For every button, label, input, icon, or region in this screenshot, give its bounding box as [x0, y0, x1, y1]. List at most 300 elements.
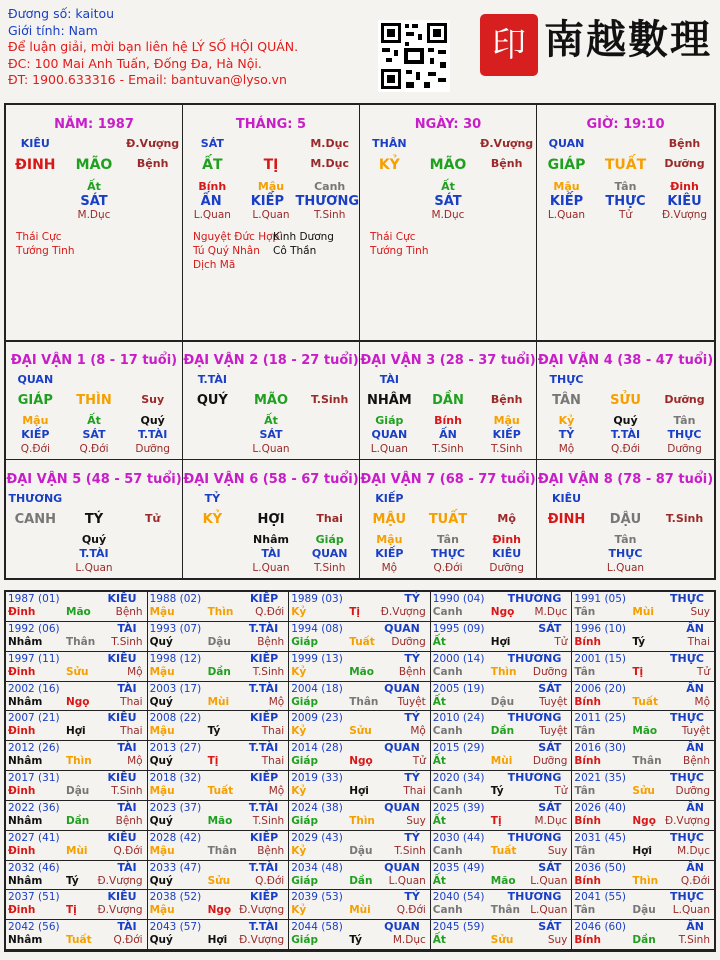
spacer [300, 428, 359, 441]
year-star: SÁT [538, 920, 562, 934]
year-label: 2033 (47) [149, 861, 202, 874]
year-cell [6, 622, 148, 652]
dv-hidden-stem-row [6, 414, 182, 427]
year-state: Tử [554, 635, 568, 648]
year-state: Thai [403, 785, 426, 797]
year-star: THƯƠNG [507, 771, 562, 784]
dai-van-cell [6, 341, 183, 460]
year-cell [6, 831, 148, 861]
year-can: Canh [432, 844, 463, 857]
dv-hidden-star: QUAN [311, 546, 348, 560]
year-chi: Sửu [66, 665, 89, 678]
year-cell [148, 622, 290, 652]
year-can: Giáp [291, 695, 319, 708]
year-cell [6, 652, 148, 682]
year-can: Mậu [149, 606, 175, 618]
year-label: 2040 (54) [432, 891, 485, 904]
year-chi: Mão [632, 725, 658, 738]
year-state: L.Quan [530, 874, 568, 887]
dv-hidden-state-row [360, 443, 536, 455]
year-star: ẤN [686, 860, 704, 874]
year-label: 1999 (13) [291, 652, 343, 665]
year-cell [572, 831, 714, 861]
year-label: 2036 (50) [574, 861, 627, 874]
year-star: ẤN [686, 621, 704, 635]
year-can: Bính [574, 934, 601, 947]
dv-hidden-star: TỶ [558, 428, 575, 441]
dv-hidden-state: Dưỡng [489, 561, 524, 574]
year-can: Canh [432, 725, 463, 738]
year-star: ẤN [686, 800, 704, 814]
year-label: 1998 (12) [149, 652, 202, 665]
year-chi: Tuất [66, 934, 92, 947]
year-state: Mộ [410, 725, 426, 738]
dv-chi-state: Mộ [497, 511, 516, 525]
year-state: L.Quan [530, 904, 568, 917]
year-star: QUAN [384, 681, 420, 695]
year-state: Thai [261, 725, 285, 738]
year-chi: Mão [349, 665, 374, 678]
pillar-notes [370, 230, 428, 258]
year-label: 2027 (41) [8, 831, 60, 844]
dv-hidden-stem: Mậu [22, 414, 49, 427]
pillar-notes [16, 230, 74, 258]
year-state: M.Dục [392, 934, 426, 947]
year-star: T.TÀI [248, 800, 279, 814]
year-can: Nhâm [8, 874, 43, 887]
hidden-star-row [360, 194, 536, 209]
dv-main-row [360, 512, 536, 527]
dv-hidden-state: Q.Đới [610, 443, 641, 455]
year-chi: Thìn [490, 665, 517, 678]
year-cell [289, 711, 431, 741]
owner-name: Đương số: kaitou [8, 6, 115, 21]
dv-hidden-star: SÁT [259, 428, 283, 441]
dv-chi: TUẤT [428, 511, 468, 527]
year-can: Tân [574, 665, 596, 678]
year-cell [572, 622, 714, 652]
year-star: T.TÀI [248, 860, 279, 874]
year-can: Canh [432, 606, 463, 618]
year-chi: Thân [632, 755, 662, 768]
year-state: T.Sinh [252, 814, 285, 827]
year-star: THỰC [670, 711, 704, 725]
year-label: 2000 (14) [432, 652, 485, 665]
year-chi: Mão [207, 814, 233, 827]
spacer [6, 180, 65, 193]
year-can: Bính [574, 695, 601, 708]
dv-main-row [183, 512, 359, 527]
year-star: KIẾP [249, 651, 279, 665]
year-can: Mậu [149, 725, 175, 738]
year-label: 1990 (04) [432, 593, 485, 605]
spacer [65, 492, 124, 505]
year-label: 1997 (11) [8, 652, 60, 665]
hidden-state: L.Quan [547, 209, 586, 221]
dv-hidden-state-row [183, 443, 359, 455]
year-star: KIÊU [107, 651, 137, 665]
dv-hidden-state-row [183, 562, 359, 574]
dv-hidden-stem-row [183, 533, 359, 546]
year-label: 2012 (26) [8, 742, 60, 755]
dv-hidden-state: T.Sinh [432, 443, 464, 455]
dai-van-cell [183, 341, 360, 460]
year-can: Nhâm [8, 635, 43, 648]
dai-van-cell [537, 460, 714, 579]
year-state: Dưỡng [391, 635, 426, 648]
hidden-state: T.Sinh [313, 209, 346, 221]
hidden-star: THỰC [605, 194, 646, 209]
year-label: 2019 (33) [291, 772, 343, 784]
year-star: T.TÀI [248, 741, 279, 755]
year-can: Quý [149, 934, 173, 947]
year-label: 2031 (45) [574, 831, 627, 844]
qr-code-icon[interactable] [378, 20, 450, 92]
year-star: KIÊU [107, 771, 137, 784]
dv-hidden-state: Q.Đới [20, 443, 50, 455]
year-cell [148, 920, 290, 950]
dv-hidden-state-row [537, 562, 714, 574]
dv-hidden-state: T.Sinh [490, 443, 523, 455]
year-chi: Hợi [490, 635, 511, 648]
spacer [123, 547, 182, 560]
hidden-stem-row [6, 180, 182, 193]
dv-hidden-star: T.TÀI [138, 428, 168, 441]
year-state: Thai [261, 755, 285, 768]
year-chi: Dần [349, 874, 373, 887]
hidden-star: KIẾP [250, 194, 285, 209]
year-can: Đinh [8, 785, 36, 797]
year-chi: Thân [349, 695, 379, 708]
year-chi: Tị [66, 904, 77, 917]
year-label: 1988 (02) [149, 593, 202, 605]
spacer [123, 562, 182, 574]
note-item: Thái Cực [370, 231, 416, 243]
hidden-stem-row [360, 180, 536, 193]
year-cell [289, 920, 431, 950]
year-chi: Tý [207, 725, 221, 738]
year-state: Q.Đới [396, 904, 426, 917]
year-cell [572, 682, 714, 712]
year-label: 2025 (39) [432, 801, 485, 814]
year-star: SÁT [538, 860, 562, 874]
note-item: Kình Dương [273, 231, 334, 243]
year-state: Q.Đới [113, 934, 143, 947]
year-cell [6, 592, 148, 622]
year-can: Kỷ [291, 606, 307, 618]
dv-star-row [537, 373, 714, 386]
dv-hidden-state: T.Sinh [313, 561, 346, 574]
year-cell [572, 652, 714, 682]
year-label: 2028 (42) [149, 831, 202, 844]
year-label: 2029 (43) [291, 831, 343, 844]
dv-hidden-stem: Đinh [492, 532, 521, 546]
year-state: Suy [547, 934, 568, 947]
year-label: 2039 (53) [291, 891, 343, 904]
year-star: TÀI [117, 741, 137, 755]
note-item: Dịch Mã [193, 259, 236, 271]
year-cell [148, 711, 290, 741]
dai-van-cell [360, 460, 537, 579]
year-label: 2008 (22) [149, 712, 202, 725]
year-chi: Sửu [490, 934, 514, 947]
year-label: 1991 (05) [574, 593, 627, 605]
dv-hidden-star: THỰC [431, 546, 465, 560]
hidden-stem: Mậu [553, 180, 580, 193]
year-label: 2021 (35) [574, 772, 627, 784]
pillar-main-row [360, 157, 536, 173]
year-chi: Dần [632, 934, 656, 947]
dv-hidden-stem: Mậu [376, 532, 403, 546]
dv-hidden-stem-row [183, 414, 359, 427]
dv-can: MẬU [372, 511, 407, 527]
year-can: Kỷ [291, 904, 307, 917]
year-can: Quý [149, 695, 173, 708]
year-star: TỶ [404, 592, 420, 605]
dv-star: KIÊU [551, 491, 582, 505]
year-state: L.Quan [672, 904, 710, 917]
pillar-can: KỶ [378, 157, 400, 173]
dv-hidden-star: THỰC [667, 428, 702, 441]
spacer [655, 533, 714, 546]
dv-can: KỶ [202, 511, 223, 527]
dv-hidden-stem: Mậu [493, 414, 520, 427]
pillar-star-row [360, 137, 536, 150]
year-state: T.Sinh [678, 934, 710, 947]
dv-main-row [537, 512, 714, 527]
dai-van-cell [360, 341, 537, 460]
year-star: TÀI [117, 621, 137, 635]
spacer [477, 180, 536, 193]
year-label: 2004 (18) [291, 682, 343, 695]
year-state: L.Quan [388, 874, 426, 887]
spacer [123, 533, 182, 546]
year-can: Đinh [8, 725, 36, 738]
dv-hidden-stem-row [6, 533, 182, 546]
dv-hidden-star: QUAN [371, 428, 408, 441]
year-can: Ất [432, 755, 446, 768]
year-cell [431, 861, 573, 891]
spacer [360, 194, 419, 209]
year-chi: Hợi [632, 844, 652, 857]
dv-hidden-star: T.TÀI [610, 428, 641, 441]
spacer [300, 414, 359, 427]
pillar-chi-state: Bệnh [136, 157, 169, 170]
year-label: 2006 (20) [574, 682, 627, 695]
spacer [537, 533, 596, 546]
dv-star: TỶ [204, 491, 221, 505]
year-cell [148, 682, 290, 712]
dv-hidden-state-row [6, 562, 182, 574]
year-label: 2002 (16) [8, 682, 60, 695]
year-state: Suy [547, 844, 568, 857]
pillar-main-row [183, 157, 359, 173]
spacer [123, 492, 182, 505]
dv-chi: DẬU [609, 511, 642, 527]
year-star: KIẾP [249, 771, 279, 784]
year-label: 2022 (36) [8, 801, 60, 814]
year-state: Q.Đới [255, 606, 285, 618]
year-label: 2046 (60) [574, 921, 627, 934]
year-can: Giáp [291, 635, 319, 648]
year-label: 2041 (55) [574, 891, 627, 904]
dv-hidden-stem-row [360, 533, 536, 546]
year-state: Thai [120, 725, 143, 738]
hidden-star: KIÊU [667, 194, 702, 209]
dv-hidden-state: Dưỡng [667, 443, 702, 455]
year-cell [572, 711, 714, 741]
pillar-chi: TỊ [263, 157, 279, 173]
spacer [123, 209, 182, 221]
year-label: 1995 (09) [432, 622, 485, 635]
pillar-can: ẤT [202, 157, 223, 173]
year-cell [289, 890, 431, 920]
year-label: 2026 (40) [574, 801, 627, 814]
dv-hidden-star-row [537, 547, 714, 560]
year-label: 2003 (17) [149, 682, 202, 695]
address-line: ĐC: 100 Mai Anh Tuấn, Đống Đa, Hà Nội. [8, 55, 262, 71]
year-state: Đ.Vượng [239, 904, 285, 917]
year-chi: Thân [490, 904, 520, 917]
pillar-chi-state: Bệnh [490, 157, 523, 170]
year-star: ẤN [686, 741, 704, 755]
year-cell [289, 622, 431, 652]
dai-van-grid [4, 341, 716, 580]
spacer [596, 492, 655, 505]
hidden-star-row [6, 194, 182, 209]
year-label: 2044 (58) [291, 921, 343, 934]
year-chi: Tị [632, 665, 644, 678]
year-state: Q.Đới [680, 874, 710, 887]
year-state: Đ.Vượng [239, 934, 285, 947]
dv-hidden-stem: Quý [140, 414, 165, 427]
year-can: Ất [432, 874, 446, 887]
spacer [123, 373, 182, 386]
year-chi: Hợi [66, 725, 86, 738]
year-star: QUAN [384, 920, 420, 934]
year-can: Bính [574, 635, 601, 648]
year-state: Dưỡng [532, 665, 568, 678]
year-chi: Dần [490, 725, 515, 738]
year-cell [289, 771, 431, 801]
year-state: Mộ [694, 695, 710, 708]
dv-hidden-state-row [6, 443, 182, 455]
pillar-chi-state: Dưỡng [664, 157, 705, 170]
gender: Giới tính: Nam [8, 22, 98, 38]
pillar-cell [183, 105, 360, 340]
dv-hidden-stem: Nhâm [253, 532, 289, 546]
spacer [183, 533, 242, 546]
year-label: 2037 (51) [8, 891, 60, 904]
year-star: KIÊU [107, 592, 137, 605]
year-state: M.Dục [677, 844, 710, 857]
year-label: 2020 (34) [432, 772, 485, 784]
dai-van-title: ĐẠI VẬN 2 (18 - 27 tuổi) [183, 353, 359, 368]
year-chi: Tị [349, 606, 360, 618]
year-state: Suy [690, 606, 710, 618]
dv-hidden-star: T.TÀI [79, 546, 109, 560]
year-star: QUAN [384, 860, 420, 874]
dv-main-row [537, 393, 714, 408]
year-can: Quý [149, 635, 173, 648]
year-label: 2030 (44) [432, 831, 485, 844]
note-item: Cô Thần [273, 245, 317, 257]
dv-hidden-state: Mộ [381, 561, 398, 574]
year-label: 2043 (57) [149, 921, 202, 934]
dv-hidden-state: Mộ [558, 443, 575, 455]
dv-star-row [360, 373, 536, 386]
year-label: 2015 (29) [432, 742, 485, 755]
year-state: Thai [120, 695, 143, 708]
pillar-main-row [6, 157, 182, 173]
year-star: SÁT [538, 681, 562, 695]
year-cell [431, 652, 573, 682]
year-can: Đinh [8, 904, 36, 917]
year-cell [148, 592, 290, 622]
year-can: Ất [432, 635, 446, 648]
brand-logo: 南越數理 [544, 16, 712, 63]
dv-chi: DẦN [432, 393, 464, 408]
dv-hidden-state: L.Quan [370, 443, 408, 455]
year-state: Dưỡng [675, 785, 710, 797]
pillar-state: Đ.Vượng [126, 137, 180, 150]
year-cell [431, 890, 573, 920]
year-can: Ất [432, 814, 446, 827]
dv-chi-state: T.Sinh [310, 393, 349, 406]
dv-star-row [360, 492, 536, 505]
pillar-state: Bệnh [668, 137, 701, 150]
year-star: TỶ [404, 890, 420, 904]
year-can: Tân [574, 606, 596, 618]
note-item: Tướng Tinh [16, 245, 75, 257]
dai-van-title: ĐẠI VẬN 4 (38 - 47 tuổi) [537, 353, 714, 368]
year-label: 1989 (03) [291, 593, 343, 605]
dv-hidden-stem: Tân [673, 414, 696, 427]
year-can: Tân [574, 725, 596, 738]
year-star: TÀI [117, 860, 137, 874]
dv-hidden-star: KIẾP [21, 428, 50, 441]
year-label: 2035 (49) [432, 861, 485, 874]
year-can: Bính [574, 814, 601, 827]
spacer [360, 209, 419, 221]
dv-star: QUAN [17, 373, 54, 386]
year-chi: Tý [490, 785, 504, 797]
spacer [6, 209, 65, 221]
dv-hidden-star: ẤN [439, 428, 457, 441]
year-state: Đ.Vượng [664, 814, 710, 827]
year-state: Mộ [127, 755, 143, 768]
year-can: Kỷ [291, 665, 307, 678]
year-star: T.TÀI [248, 920, 279, 934]
year-chi: Thìn [632, 874, 659, 887]
hidden-state-row [537, 209, 714, 221]
hidden-state-row [6, 209, 182, 221]
year-cell [289, 682, 431, 712]
dai-van-title: ĐẠI VẬN 5 (48 - 57 tuổi) [6, 471, 182, 487]
year-label: 1993 (07) [149, 622, 202, 635]
year-can: Giáp [291, 814, 319, 827]
year-state: T.Sinh [252, 665, 285, 678]
year-star: T.TÀI [248, 621, 279, 635]
dv-hidden-stem-row [360, 414, 536, 427]
year-state: Suy [406, 814, 426, 827]
year-chi: Thìn [349, 814, 375, 827]
year-can: Quý [149, 874, 173, 887]
year-label: 2014 (28) [291, 742, 343, 755]
year-chi: Ngọ [349, 755, 373, 768]
year-chi: Tý [66, 874, 79, 887]
year-star: KIẾP [249, 890, 279, 904]
